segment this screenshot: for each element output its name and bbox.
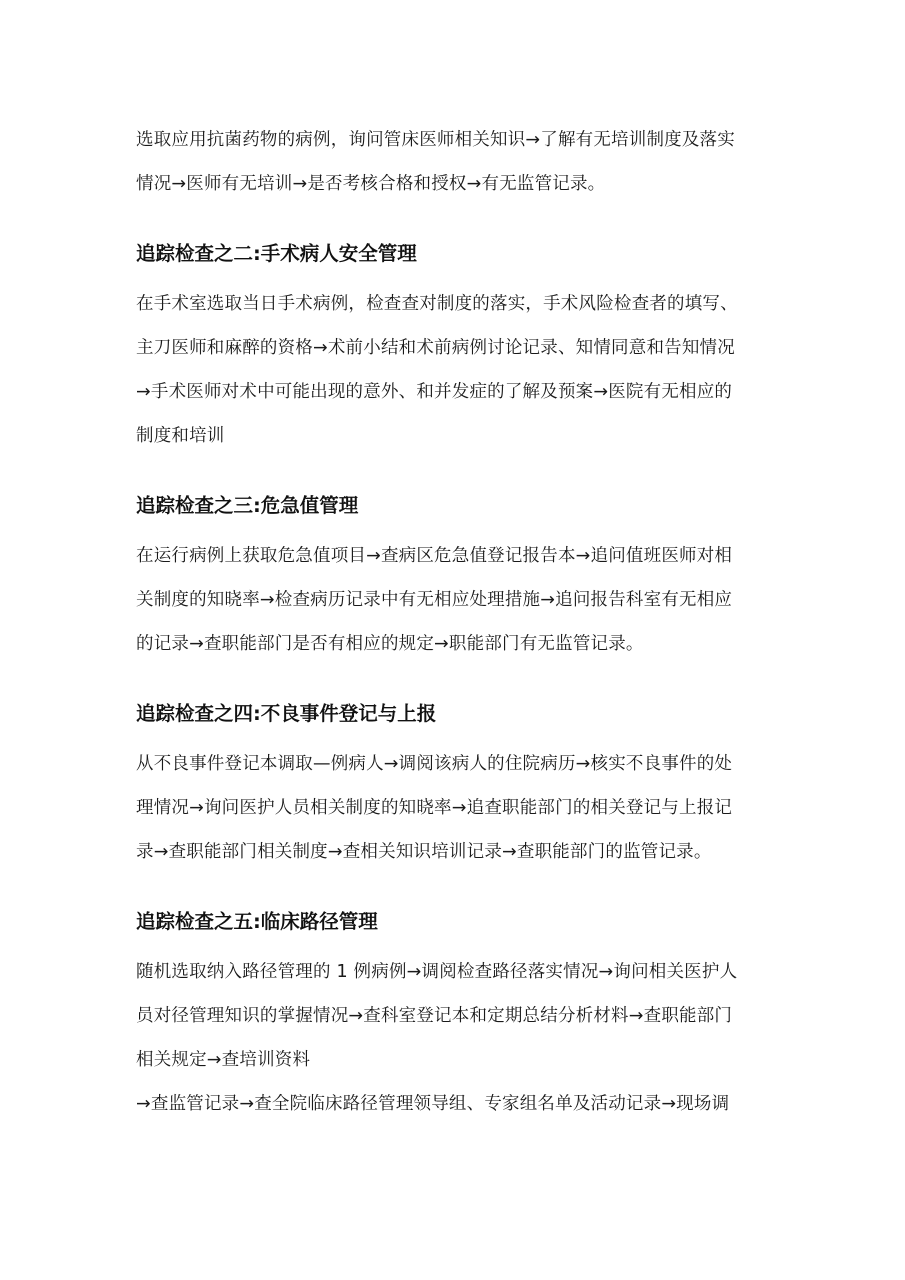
section-paragraph <box>136 282 776 458</box>
paragraph-line: →查监管记录→查全院临床路径管理领导组、专家组名单及活动记录→现场调 <box>136 1094 730 1114</box>
section-paragraph <box>136 534 776 666</box>
paragraph-line: 主刀医师和麻醉的资格→术前小结和术前病例讨论记录、知情同意和告知情况 <box>136 338 735 358</box>
section-paragraph <box>136 742 776 874</box>
intro-paragraph <box>136 118 776 206</box>
paragraph-line: 制度和培训 <box>136 426 225 446</box>
paragraph-line: 在运行病例上获取危急值项目→查病区危急值登记报告本→追问值班医师对相 <box>136 546 733 566</box>
paragraph-line: 选取应用抗菌药物的病例，询问管床医师相关知识→了解有无培训制度及落实 <box>136 130 735 150</box>
paragraph-line: 员对径管理知识的掌握情况→查科室登记本和定期总结分析材料→查职能部门 <box>136 1006 733 1026</box>
paragraph-line: 情况→医师有无培训→是否考核合格和授权→有无监管记录。 <box>136 174 606 194</box>
paragraph-line: 相关规定→查培训资料 <box>136 1050 311 1070</box>
paragraph-line: 随机选取纳入路径管理的 1 例病例→调阅检查路径落实情况→询问相关医护人 <box>136 962 738 982</box>
paragraph-line: 关制度的知晓率→检查病历记录中有无相应处理措施→追问报告科室有无相应 <box>136 590 733 610</box>
section-heading: 追踪检查之五:临床路径管理 <box>136 910 378 933</box>
paragraph-line: →手术医师对术中可能出现的意外、和并发症的了解及预案→医院有无相应的 <box>136 382 733 402</box>
section-heading: 追踪检查之二:手术病人安全管理 <box>136 242 417 265</box>
document-page <box>136 118 776 1126</box>
section-heading: 追踪检查之四:不良事件登记与上报 <box>136 702 437 725</box>
paragraph-line: 在手术室选取当日手术病例，检查查对制度的落实，手术风险检查者的填写、 <box>136 294 738 314</box>
paragraph-line: 录→查职能部门相关制度→查相关知识培训记录→查职能部门的监管记录。 <box>136 842 712 862</box>
section-paragraph <box>136 950 776 1126</box>
paragraph-line: 的记录→查职能部门是否有相应的规定→职能部门有无监管记录。 <box>136 634 644 654</box>
paragraph-line: 从不良事件登记本调取—例病人→调阅该病人的住院病历→核实不良事件的处 <box>136 754 733 774</box>
paragraph-line: 理情况→询问医护人员相关制度的知晓率→追查职能部门的相关登记与上报记 <box>136 798 733 818</box>
section-heading: 追踪检查之三:危急值管理 <box>136 494 359 517</box>
